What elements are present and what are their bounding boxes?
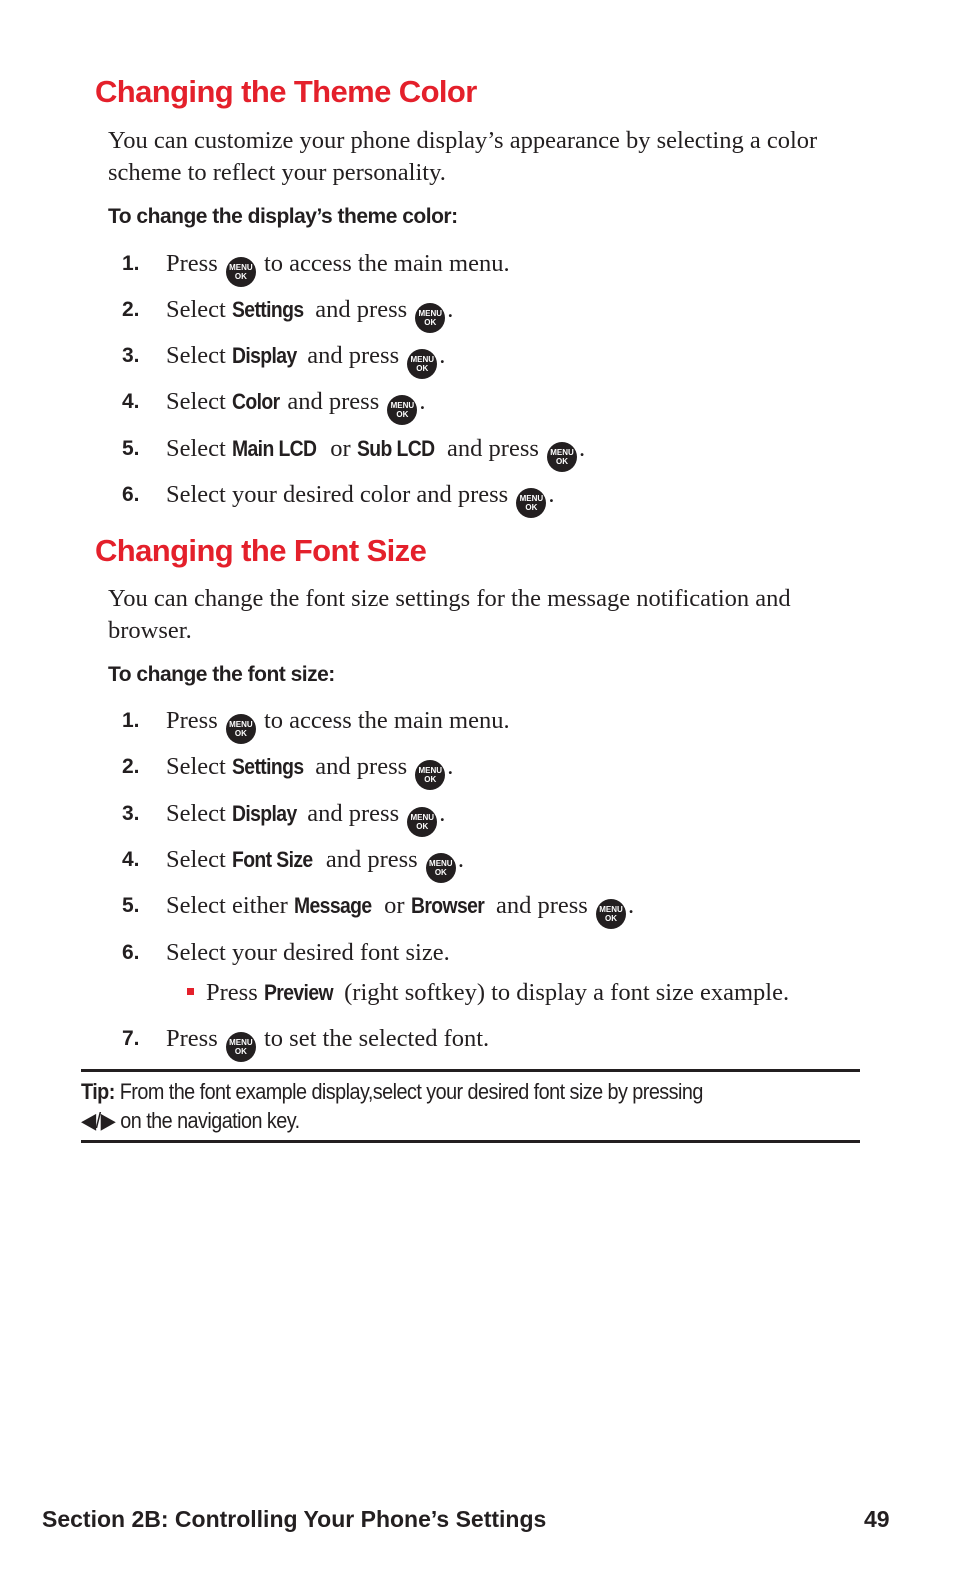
page-number: 49	[864, 1506, 890, 1532]
key-settings: Settings	[232, 754, 304, 779]
step-number: 1.	[122, 709, 140, 732]
tip-top-rule	[81, 1069, 860, 1072]
step-number: 2.	[122, 755, 140, 778]
key-main-lcd: Main LCD	[232, 436, 317, 461]
menu-ok-key-icon: MENU OK	[226, 1032, 256, 1062]
menu-ok-key-icon: MENU OK	[426, 853, 456, 883]
nav-arrows-icon: ◀/▶	[81, 1108, 116, 1133]
step-number: 3.	[122, 344, 140, 367]
key-browser: Browser	[410, 893, 484, 918]
step-number: 1.	[122, 252, 140, 275]
manual-page: Changing the Theme Color You can customize your phone display’s appearance by selecting a color scheme to reflect your personality. To change the display’s theme color: 1. Press MENU OK to access the main menu. 2. Select Settings and press MENU OK . 3. Select Display and press MENU OK . 4. Select Color and press MENU OK . 5. Select Main LCD or Sub LCD and press MENU OK . 6. Select your desired color and press MENU OK . Changing the Font Size You can change the font size settings for the message notification and browser. To change the font size: 1. Press MENU OK to access the main menu. 2. Select Settings and press MENU OK . 3. Select Display and press MENU OK . 4. Select Font Size and press MENU OK . 5. Select either Message or Browser and press MENU OK . 6. Select your desired font size. Press Preview (right softkey) to display a font size example. 7. Press MENU OK to set the selected font. Tip: From the font example display,select your desired font size by pressing ◀/▶ on the navigation key. Section 2B: Controlling Your Phone’s Settings 49	[0, 0, 954, 1590]
key-message: Message	[293, 893, 372, 918]
key-sub-lcd: Sub LCD	[356, 436, 435, 461]
tip-text: From the font example display,select your desired font size by pressing	[119, 1079, 703, 1104]
menu-ok-key-icon: MENU OK	[407, 807, 437, 837]
tip-text-2: on the navigation key.	[120, 1108, 300, 1133]
step-number: 7.	[122, 1027, 140, 1050]
tip-bottom-rule	[81, 1140, 860, 1143]
step-number: 5.	[122, 894, 140, 917]
intro-font-size: You can change the font size settings for the message notification and browser.	[108, 585, 791, 644]
key-font-size: Font Size	[232, 847, 313, 872]
lead-font-size: To change the font size:	[108, 663, 335, 686]
step-number: 4.	[122, 390, 140, 413]
step-number: 4.	[122, 848, 140, 871]
menu-ok-key-icon: MENU OK	[415, 760, 445, 790]
menu-ok-key-icon: MENU OK	[226, 257, 256, 287]
key-display: Display	[232, 343, 297, 368]
preview-bullet: Press Preview (right softkey) to display a font size example.	[187, 976, 789, 1010]
key-display: Display	[232, 801, 297, 826]
step-number: 5.	[122, 437, 140, 460]
step-number: 6.	[122, 941, 140, 964]
step-number: 2.	[122, 298, 140, 321]
menu-ok-key-icon: MENU OK	[516, 488, 546, 518]
key-color: Color	[232, 389, 280, 414]
tip-box	[81, 1077, 821, 1135]
lead-theme-color: To change the display’s theme color:	[108, 205, 458, 228]
footer-section-title: Section 2B: Controlling Your Phone’s Settings	[42, 1506, 547, 1532]
menu-ok-key-icon: MENU OK	[387, 395, 417, 425]
step-number: 3.	[122, 802, 140, 825]
step-number: 6.	[122, 483, 140, 506]
section-title-theme-color: Changing the Theme Color	[95, 74, 477, 109]
tip-label: Tip:	[81, 1079, 115, 1104]
bullet-square-icon	[187, 988, 194, 995]
menu-ok-key-icon: MENU OK	[407, 349, 437, 379]
menu-ok-key-icon: MENU OK	[226, 714, 256, 744]
key-settings: Settings	[232, 297, 304, 322]
menu-ok-key-icon: MENU OK	[547, 442, 577, 472]
menu-ok-key-icon: MENU OK	[415, 303, 445, 333]
menu-ok-key-icon: MENU OK	[596, 899, 626, 929]
section-title-font-size: Changing the Font Size	[95, 533, 427, 568]
key-preview: Preview	[263, 980, 333, 1005]
intro-theme-color: You can customize your phone display’s appearance by selecting a color scheme to reflect your personality.	[108, 127, 818, 186]
